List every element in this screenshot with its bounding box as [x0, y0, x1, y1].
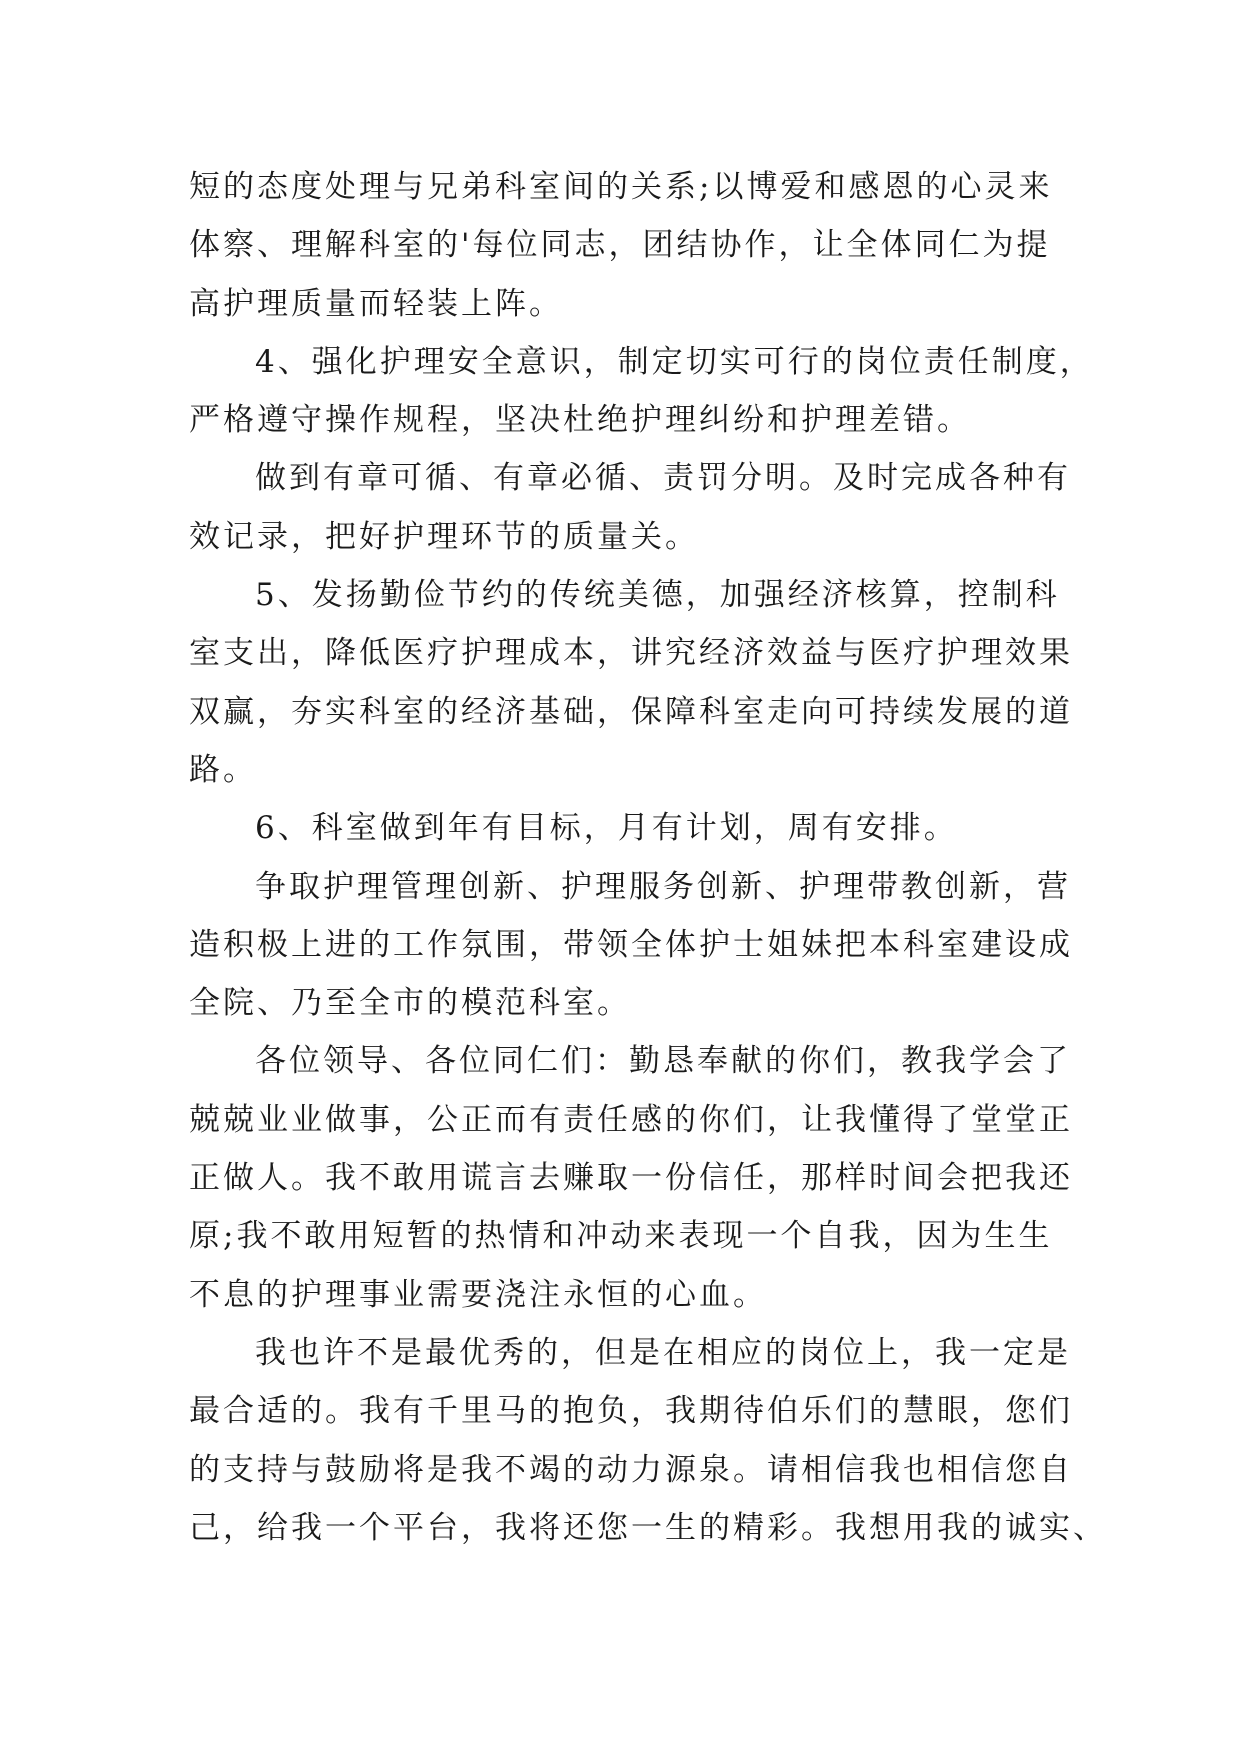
text-line: 兢兢业业做事，公正而有责任感的你们，让我懂得了堂堂正: [189, 1101, 1073, 1138]
text-line: 我也许不是最优秀的，但是在相应的岗位上，我一定是: [255, 1334, 1071, 1371]
text-line: 室支出，降低医疗护理成本，讲究经济效益与医疗护理效果: [189, 635, 1073, 672]
text-line: 体察、理解科室的'每位同志，团结协作，让全体同仁为提: [189, 227, 1051, 264]
text-line: 正做人。我不敢用谎言去赚取一份信任，那样时间会把我还: [189, 1160, 1073, 1197]
text-line: 全院、乃至全市的模范科室。: [189, 985, 631, 1022]
text-line: 严格遵守操作规程，坚决杜绝护理纠纷和护理差错。: [189, 402, 971, 439]
text-line: 路。: [189, 751, 257, 788]
text-line: 造积极上进的工作氛围，带领全体护士姐妹把本科室建设成: [189, 926, 1073, 963]
text-line: 的支持与鼓励将是我不竭的动力源泉。请相信我也相信您自: [189, 1451, 1073, 1488]
text-line: 最合适的。我有千里马的抱负，我期待伯乐们的慧眼，您们: [189, 1393, 1073, 1430]
document-body: [189, 158, 1107, 1557]
text-line: 6、科室做到年有目标，月有计划，周有安排。: [255, 810, 958, 847]
text-line: 原;我不敢用短暂的热情和冲动来表现一个自我，因为生生: [189, 1218, 1053, 1255]
text-line: 高护理质量而轻装上阵。: [189, 285, 563, 322]
text-line: 双赢，夯实科室的经济基础，保障科室走向可持续发展的道: [189, 693, 1073, 730]
text-line: 争取护理管理创新、护理服务创新、护理带教创新，营: [255, 868, 1071, 905]
text-line: 效记录，把好护理环节的质量关。: [189, 518, 699, 555]
text-line: 短的态度处理与兄弟科室间的关系;以博爱和感恩的心灵来: [189, 169, 1053, 205]
text-line: 己，给我一个平台，我将还您一生的精彩。我想用我的诚实、: [189, 1509, 1107, 1546]
text-line: 不息的护理事业需要浇注永恒的心血。: [189, 1276, 767, 1313]
text-line: 5、发扬勤俭节约的传统美德，加强经济核算，控制科: [255, 577, 1060, 614]
text-line: 做到有章可循、有章必循、责罚分明。及时完成各种有: [255, 460, 1071, 497]
text-line: 4、强化护理安全意识，制定切实可行的岗位责任制度，: [255, 343, 1094, 380]
text-line: 各位领导、各位同仁们：勤恳奉献的你们，教我学会了: [255, 1043, 1071, 1080]
